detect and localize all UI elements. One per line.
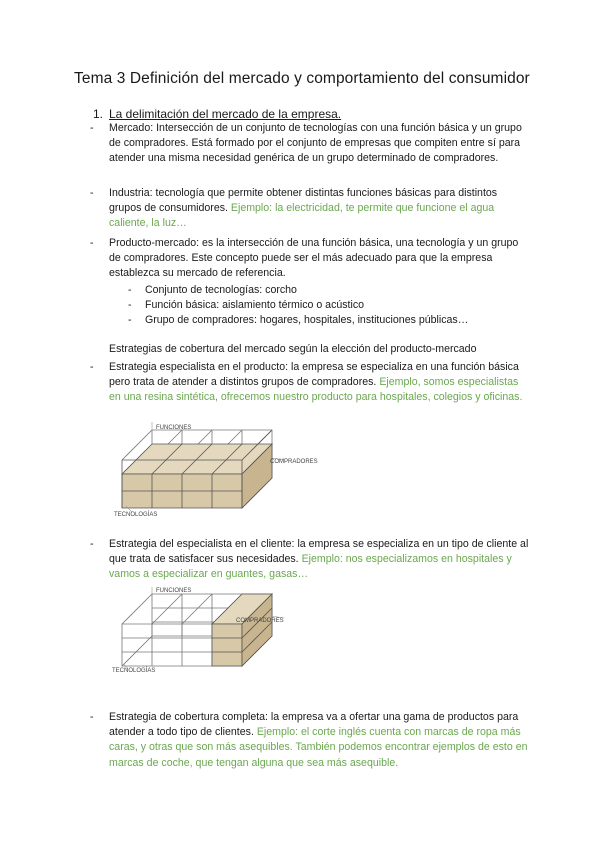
bullet-mercado xyxy=(90,121,530,167)
bullet-text: Estrategia de cobertura completa: la empresa va a ofertar una gama de productos para atender a todo tipo de clientes. xyxy=(109,711,519,739)
bullet-body xyxy=(109,360,530,406)
bullet-example: Ejemplo, somos especialistas en una resina sintética, ofrecemos nuestro producto para hospitales, colegios y oficinas. xyxy=(109,376,523,404)
bullet-strategy-producto xyxy=(90,360,530,406)
sub-text: Grupo de compradores: hogares, hospitales, instituciones públicas… xyxy=(145,314,469,326)
bullet-text: Estrategia especialista en el producto: la empresa se especializa en una función básica pero trata de atender a distintos grupos de compradores. xyxy=(109,361,519,389)
bullet-body xyxy=(109,186,530,232)
bullet-text: Industria: tecnología que permite obtener distintas funciones básicas para distintos grupos de consumidores. xyxy=(109,187,498,215)
bullet-text: Mercado: Intersección de un conjunto de tecnologías con una función básica y un grupo de compradores. Está formado por el conjunto de empresas que compiten entre sí para atender una misma necesidad genérica de un grupo determinado de compradores. xyxy=(109,122,522,165)
bullet-dash: - xyxy=(90,711,94,723)
sub-dash: - xyxy=(128,314,132,326)
sub-item xyxy=(128,283,297,298)
bullet-example: Ejemplo: nos especializamos en hospitales y vamos a especializar en guantes, gasas… xyxy=(109,553,512,581)
bullet-text: Producto-mercado: es la intersección de una función básica, una tecnología y un grupo de compradores. Este concepto puede ser el más adecuado para que la empresa establezca su mercado de referencia. xyxy=(109,237,519,280)
bullet-strategy-cliente xyxy=(90,537,530,583)
diagram2-label-tecnologias: TECNOLOGÍAS xyxy=(112,668,156,674)
bullet-dash: - xyxy=(90,361,94,373)
sub-text: Función básica: aislamiento térmico o acústico xyxy=(145,299,365,311)
bullet-producto-mercado xyxy=(90,236,530,282)
strategies-heading: Estrategias de cobertura del mercado según la elección del producto-mercado xyxy=(109,343,477,355)
diagram1-label-funciones: FUNCIONES xyxy=(156,425,192,431)
diagram1-label-tecnologias: TECNOLOGÍAS xyxy=(114,512,158,518)
sub-dash: - xyxy=(128,284,132,296)
diagram2-label-compradores: COMPRADORES xyxy=(236,618,284,624)
bullet-dash: - xyxy=(90,122,94,134)
bullet-body xyxy=(109,537,530,583)
diagram1-label-compradores: COMPRADORES xyxy=(270,459,318,465)
bullet-body xyxy=(109,710,530,771)
sub-text: Conjunto de tecnologías: corcho xyxy=(145,284,297,296)
sub-item xyxy=(128,298,364,313)
sub-item xyxy=(128,313,468,328)
bullet-industria xyxy=(90,186,530,232)
page-title: Tema 3 Definición del mercado y comportamiento del consumidor xyxy=(74,70,530,87)
sub-dash: - xyxy=(128,299,132,311)
bullet-text: Estrategia del especialista en el cliente: la empresa se especializa en un tipo de cliente al que trata de satisfacer sus necesidades. xyxy=(109,538,529,566)
bullet-example: Ejemplo: el corte inglés cuenta con marcas de ropa más caras, y otras que son más asequibles. También podemos encontrar ejemplos de esto en marcas de coche, que tengan alguna que sea más asequible. xyxy=(109,726,528,769)
bullet-dash: - xyxy=(90,187,94,199)
diagram-especialista-producto xyxy=(112,420,318,520)
section-heading xyxy=(93,107,341,121)
section-number: 1. xyxy=(93,107,104,121)
bullet-strategy-completa xyxy=(90,710,530,771)
diagram-especialista-cliente xyxy=(112,586,302,674)
section-title: La delimitación del mercado de la empresa. xyxy=(109,107,342,121)
diagram2-label-funciones: FUNCIONES xyxy=(156,588,192,594)
bullet-dash: - xyxy=(90,538,94,550)
bullet-dash: - xyxy=(90,237,94,249)
bullet-example: Ejemplo: la electricidad, te permite que funcione el agua caliente, la luz… xyxy=(109,202,495,230)
